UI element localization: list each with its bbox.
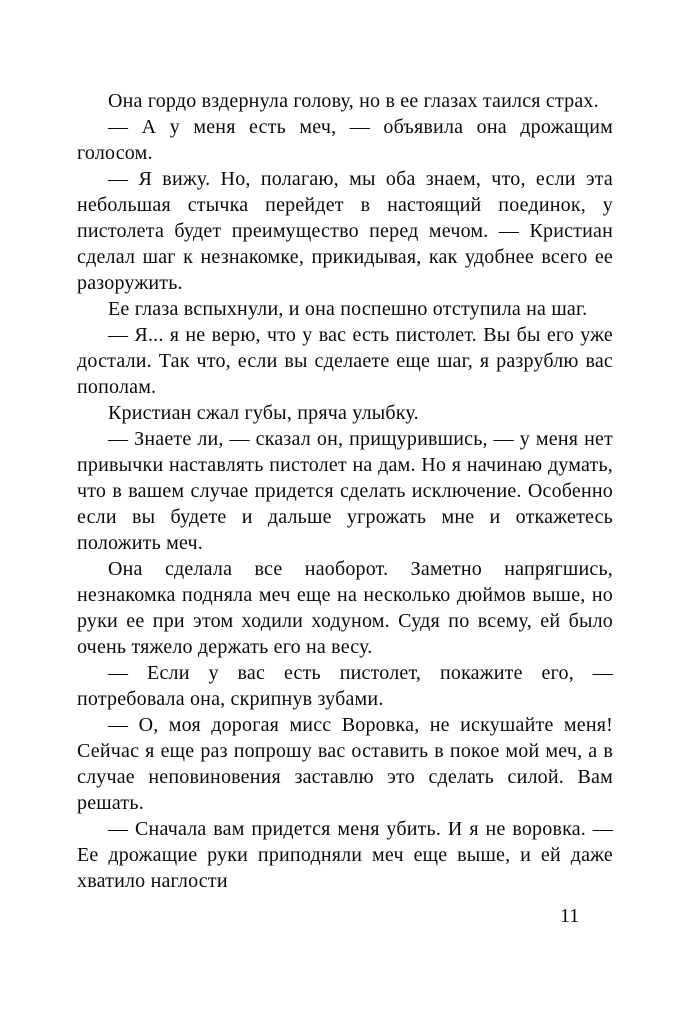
page-text-block <box>77 88 613 894</box>
paragraph: Она гордо вздернула голову, но в ее глазах таился страх. <box>108 90 599 112</box>
paragraph: — Я... я не верю, что у вас есть пистолет. Вы бы его уже достали. Так что, если вы сделаете еще шаг, я разрублю вас пополам. <box>77 324 613 398</box>
paragraph: Кристиан сжал губы, пряча улыбку. <box>108 402 419 424</box>
paragraph: Она сделала все наоборот. Заметно напрягшись, незнакомка подняла меч еще на несколько дюймов выше, но руки ее при этом ходили ходуном. Судя по всему, ей было очень тяжело держать его на весу. <box>77 558 613 658</box>
paragraph: — О, моя дорогая мисс Воровка, не искушайте меня! Сейчас я еще раз попрошу вас оставить в покое мой меч, а в случае неповиновения заставлю это сделать силой. Вам решать. <box>77 714 613 814</box>
paragraph: — Если у вас есть пистолет, покажите его, — потребовала она, скрипнув зубами. <box>77 662 613 710</box>
paragraph: — Я вижу. Но, полагаю, мы оба знаем, что, если эта небольшая стычка перейдет в настоящий поединок, у пистолета будет преимущество перед мечом. — Кристиан сделал шаг к незнакомке, прикидывая, как удобнее всего ее разоружить. <box>77 168 613 294</box>
paragraph: Ее глаза вспыхнули, и она поспешно отступила на шаг. <box>108 298 588 320</box>
paragraph: — А у меня есть меч, — объявила она дрожащим голосом. <box>77 116 613 164</box>
paragraph: — Знаете ли, — сказал он, прищурившись, — у меня нет привычки наставлять пистолет на дам. Но я начинаю думать, что в вашем случае придется сделать исключение. Особенно если вы будете и дальше угрожать мне и откажетесь положить меч. <box>77 428 613 554</box>
paragraph: — Сначала вам придется меня убить. И я не воровка. — Ее дрожащие руки приподняли меч еще выше, и ей даже хватило наглости <box>77 818 613 892</box>
page-number: 11 <box>560 905 580 927</box>
